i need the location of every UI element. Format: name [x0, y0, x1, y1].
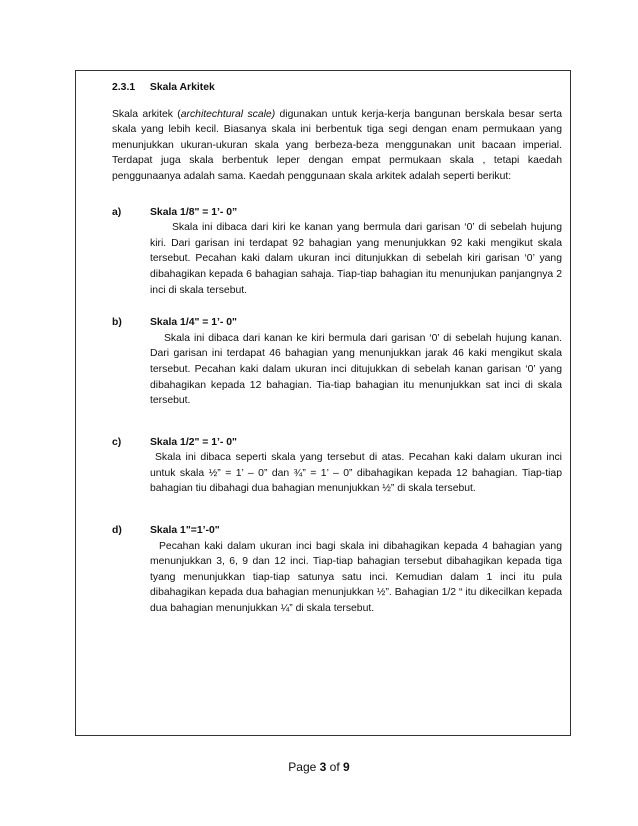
- intro-rest: digunakan untuk kerja-kerja bangunan berskala besar serta skala yang lebih kecil. Biasanya skala ini berbentuk tiga segi dengan enam permukaan yang menunjukkan ukuran-ukuran skala yang berbeza-beza menggunakan unit bacaan imperial. Terdapat juga skala berbentuk leper dengan empat permukaan skala , tetapi kaedah penggunaanya adalah sama. Kaedah penggunaan skala arkitek adalah seperti berikut:: [112, 108, 562, 182]
- item-body: [150, 331, 562, 409]
- item-body: [150, 539, 562, 617]
- section-title: Skala Arkitek: [149, 82, 215, 93]
- item-label: d): [112, 525, 122, 537]
- intro-paragraph: [112, 107, 562, 185]
- item-title: Skala 1"=1’-0": [150, 525, 220, 537]
- intro-term: architechtural scale): [180, 108, 276, 120]
- page-word: Page: [288, 760, 320, 774]
- item-title: Skala 1/8" = 1’- 0”: [150, 206, 238, 218]
- item-body: [150, 450, 562, 497]
- page-border: [75, 70, 571, 736]
- page-total: 9: [343, 760, 350, 774]
- item-body: [150, 220, 562, 298]
- item-title: Skala 1/4" = 1’- 0": [150, 317, 237, 329]
- section-number: 2.3.1: [112, 82, 136, 93]
- item-body-text: Skala ini dibaca seperti skala yang tersebut di atas. Pecahan kaki dalam ukuran inci untuk skala ½” = 1’ – 0” dan ¾” = 1’ – 0” dibahagikan kepada 12 bahagian. Tiap-tiap bahagian tiu dibahagi dua bahagian menunjukkan ½” di skala tersebut.: [150, 452, 562, 495]
- item-label: b): [112, 317, 122, 329]
- list-item-b: [112, 315, 562, 409]
- list-item-d: [112, 523, 562, 617]
- item-body-text: Pecahan kaki dalam ukuran inci bagi skala ini dibahagikan kepada 4 bahagian yang menunjukkan 3, 6, 9 dan 12 inci. Tiap-tiap bahagian tersebut dibahagikan kepada tiga tyang menunjukkan tiap-tiap satunya satu inci. Kemudian dalam 1 inci itu pula dibahagikan kepada dua bahagian menunjukkan ½”. Bahagian 1/2 “ itu dikecilkan kepada dua bahagian menunjukkan ¼” di skala tersebut.: [150, 540, 562, 615]
- document-content: [112, 71, 562, 617]
- list-item-c: [112, 435, 562, 497]
- section-heading: [112, 80, 562, 96]
- item-label: a): [112, 206, 122, 218]
- list-item-a: [112, 205, 562, 299]
- item-body-text: Skala ini dibaca dari kiri ke kanan yang bermula dari garisan ‘0’ di sebelah hujung kiri. Dari garisan ini terdapat 92 bahagian yang menunjukkan 92 kaki mengikut skala tersebut. Pecahan kaki dalam ukuran inci ditunjukkan di sebelah kiri garisan ‘0’ yang dibahagikan kepada 6 bahagian sahaja. Tiap-tiap bahagian itu menunjukan panjangnya 2 inci di skala tersebut.: [150, 222, 562, 296]
- item-body-text: Skala ini dibaca dari kanan ke kiri bermula dari garisan ‘0’ di sebelah hujung kanan. Dari garisan ini terdapat 46 bahagian yang menunjukkan jarak 46 kaki mengikut skala tersebut. Pecahan kaki dalam ukuran inci ditujukkan di sebelah kanan garisan ‘0’ yang dibahagikan kepada 12 bahagian. Tia-tiap bahagian itu menunjukkan sat inci di skala tersebut.: [150, 332, 562, 407]
- page-of-word: of: [326, 760, 344, 774]
- item-title: Skala 1/2" = 1’- 0": [150, 436, 237, 448]
- item-label: c): [112, 436, 122, 448]
- page-current: 3: [319, 760, 327, 774]
- intro-lead: Skala arkitek (: [112, 108, 181, 120]
- page-footer: [0, 760, 638, 774]
